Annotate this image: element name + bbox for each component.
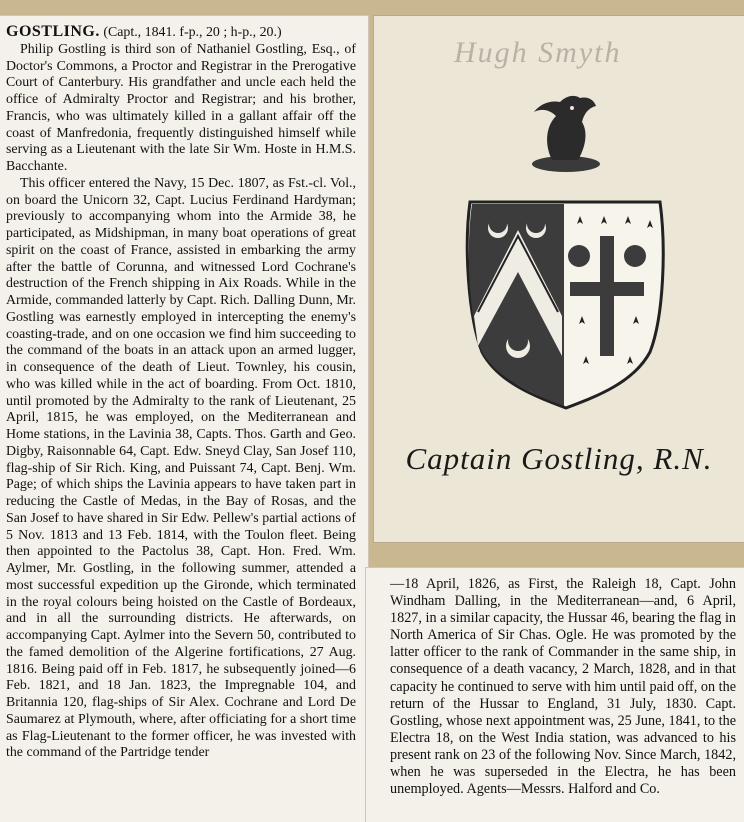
heading-meta: (Capt., 1841. f-p., 20 ; h-p., 20.) [103, 25, 282, 40]
left-text [6, 24, 356, 762]
entry-heading [6, 24, 356, 42]
right-text [390, 576, 736, 798]
griffin-crest-icon [532, 96, 600, 172]
paragraph-career: This officer entered the Navy, 15 Dec. 1807, as Fst.-cl. Vol., on board the Unicorn 32, Capt. Lucius Ferdinand Hardyman; previously to accompanying whom into the Armide 38, he participated, as Midshipman, in many boat operations of great spirit on the coast of France, assisted in embarking the army after the battle of Corunna, and witnessed Lord Cochrane's destruction of the French shipping in Aix Roads. While in the Armide, commanded latterly by Capt. Rich. Dalling Dunn, Mr. Gostling was earnestly employed in intercepting the enemy's coasting-trade, and on one occasion we find him succeeding to the command of the boats in an attack upon an armed lugger, in consequence of the death of Lieut. Townley, his cousin, who was killed while in the act of boarding. From Oct. 1810, until promoted by the Admiralty to the rank of Lieutenant, 25 April, 1815, he was employed, on the Mediterranean and Home stations, in the Lavinia 38, Capts. Thos. Garth and Geo. Digby, Raisonnable 64, Capt. Edw. Sneyd Clay, San Josef 110, flag-ship of Sir Rich. King, and Puissant 74, Capt. Benj. Wm. Page; of which ships the Lavinia appears to have taken part in reducing the Castle of Medas, in the Bay of Rosas, and the San Josef to have shared in Sir Edw. Pellew's partial actions of 5 Nov. 1813 and 13 Feb. 1814, with the Toulon fleet. Being then appointed to the Pactolus 38, Capt. Hon. Fred. Wm. Aylmer, Mr. Gostling, in the following summer, attended a most successful expedition up the Gironde, which terminated in the royal colours being hoisted on the Castle of Bordeaux, and in all the surrounding districts. He afterwards, on accompanying Capt. Aylmer into the Severn 50, contributed to the famed demolition of the Algerine fortifications, 27 Aug. 1816. Being paid off in Feb. 1817, he subsequently joined—6 Feb. 1821, and 18 Jan. 1823, the Impregnable 104, and Britannia 120, flag-ships of Sir Alex. Cochrane and Lord De Saumarez at Plymouth, where, after officiating for a short time as Flag-Lieutenant to the former officer, he was invested with the command of the Partridge tender [6, 175, 356, 761]
left-clipping [0, 16, 368, 822]
bookplate-card [374, 16, 744, 542]
signature: Captain Gostling, R.N. [405, 441, 713, 476]
right-clipping [366, 568, 744, 822]
heraldic-shield-icon [467, 202, 663, 408]
paragraph-continuation: —18 April, 1826, as First, the Raleigh 18, Capt. John Windham Dalling, in the Mediterranean—and, 6 April, 1827, in a similar capacity, the Hussar 46, bearing the flag in North America of Sir Chas. Ogle. He was promoted by the latter officer to the rank of Commander in the same ship, in consequence of a death vacancy, 2 March, 1828, and in that capacity he continued to serve with him until paid off, on the return of the Hussar to England, 31 July, 1830. Capt. Gostling, whose next appointment was, 25 June, 1841, to the Electra 18, on the West India station, was advanced to his present rank on 23 of the following Nov. Since March, 1842, when he was superseded in the Electra, he has been unemployed. Agents—Messrs. Halford and Co. [390, 576, 736, 798]
paragraph-family: Philip Gostling is third son of Nathaniel Gostling, Esq., of Doctor's Commons, a Proctor and Registrar in the Prerogative Court of Canterbury. His grandfather and uncle each held the office of Admiralty Proctor and Registrar; and his brother, Francis, who was ultimately killed in a gallant affair off the coast of Manfredonia, frequently distinguished himself while serving as a Lieutenant with the late Sir Wm. Hoste in H.M.S. Bacchante. [6, 41, 356, 174]
pencil-inscription: Hugh Smyth [454, 36, 622, 69]
heading-name: GOSTLING. [6, 23, 100, 40]
coat-of-arms-icon [374, 16, 744, 436]
